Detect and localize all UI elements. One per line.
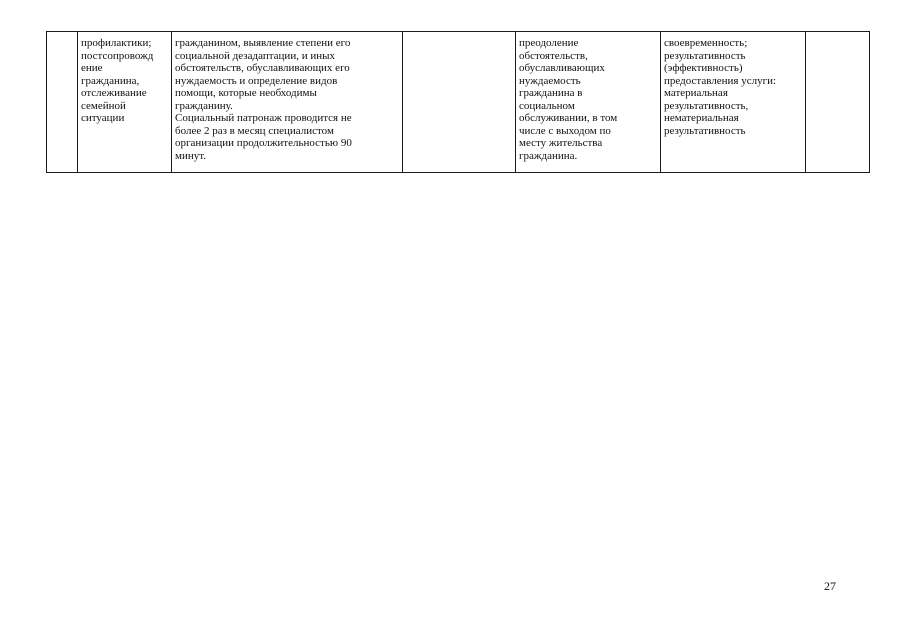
table-cell-service-description: гражданином, выявление степени его социальной дезадаптации, и иных обстоятельств, обуславливающих его нуждаемость и определение видов помощи, которые необходимы гражданину. Социальный патронаж проводится не более 2 раз в месяц специалистом организации продолжительностью 90 минут. [172,32,403,173]
page-number: 27 [824,579,836,593]
table-cell-service-name: профилактики; постсопровожд ение гражданина, отслеживание семейной ситуации [78,32,172,173]
content-table [46,31,870,173]
table-cell-quality-indicators: своевременность; результативность (эффективность) предоставления услуги: материальная результативность, нематериальная результативность [661,32,806,173]
table-cell-empty [403,32,516,173]
table-row [47,32,870,173]
table-cell-service-conditions: преодоление обстоятельств, обуславливающих нуждаемость гражданина в социальном обслуживании, в том числе с выходом по месту жительства гражданина. [516,32,661,173]
table-cell-last [806,32,870,173]
table-cell-number [47,32,78,173]
